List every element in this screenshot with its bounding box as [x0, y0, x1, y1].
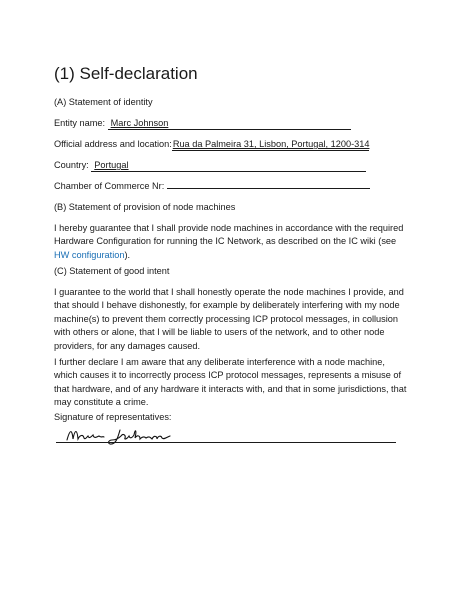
address-label: Official address and location:	[54, 139, 172, 149]
address-row	[54, 138, 369, 151]
hw-configuration-link[interactable]: HW configuration	[54, 249, 125, 260]
section-b-paragraph	[54, 222, 410, 262]
address-field	[172, 138, 369, 151]
chamber-row	[54, 180, 370, 193]
country-row	[54, 159, 366, 172]
handwritten-signature	[64, 425, 194, 447]
chamber-field	[167, 188, 370, 189]
country-field	[91, 159, 366, 172]
entity-name-value: Marc Johnson	[110, 118, 169, 128]
section-a-heading: (A) Statement of identity	[54, 97, 153, 107]
section-c-heading: (C) Statement of good intent	[54, 266, 170, 276]
country-value: Portugal	[94, 160, 129, 170]
signature-line	[56, 442, 396, 443]
signature-label: Signature of representatives:	[54, 412, 172, 422]
section-b-heading: (B) Statement of provision of node machines	[54, 202, 236, 212]
page-title: (1) Self-declaration	[54, 64, 198, 83]
section-c-paragraph-1: I guarantee to the world that I shall honestly operate the node machines I provide, and that should I behave dishonestly, for example by deliberately interfering with my node machine(s) to prevent them correctly processing ICP protocol messages, in collusion with others or alone, that I will be liable to users of the network, and to other node providers, for any damages caused.	[54, 287, 404, 351]
entity-name-label: Entity name:	[54, 118, 106, 128]
chamber-label: Chamber of Commerce Nr:	[54, 181, 165, 191]
section-b-text: I hereby guarantee that I shall provide node machines in accordance with the required Hardware Configuration for running the IC Network, as described on the IC wiki (see	[54, 223, 404, 247]
section-b-tail: ).	[124, 249, 131, 260]
entity-name-field	[108, 117, 351, 130]
signature-graphic	[64, 425, 194, 447]
address-value: Rua da Palmeira 31, Lisbon, Portugal, 1200-314	[172, 139, 370, 149]
section-c-paragraph-2: I further declare I am aware that any deliberate interference with a node machine, which causes it to incorrectly process ICP protocol messages, represents a misuse of that hardware, and of any hardware it interacts with, and that in some jurisdictions, that may constitute a crime.	[54, 357, 407, 408]
entity-name-row	[54, 117, 351, 130]
country-label: Country:	[54, 160, 89, 170]
